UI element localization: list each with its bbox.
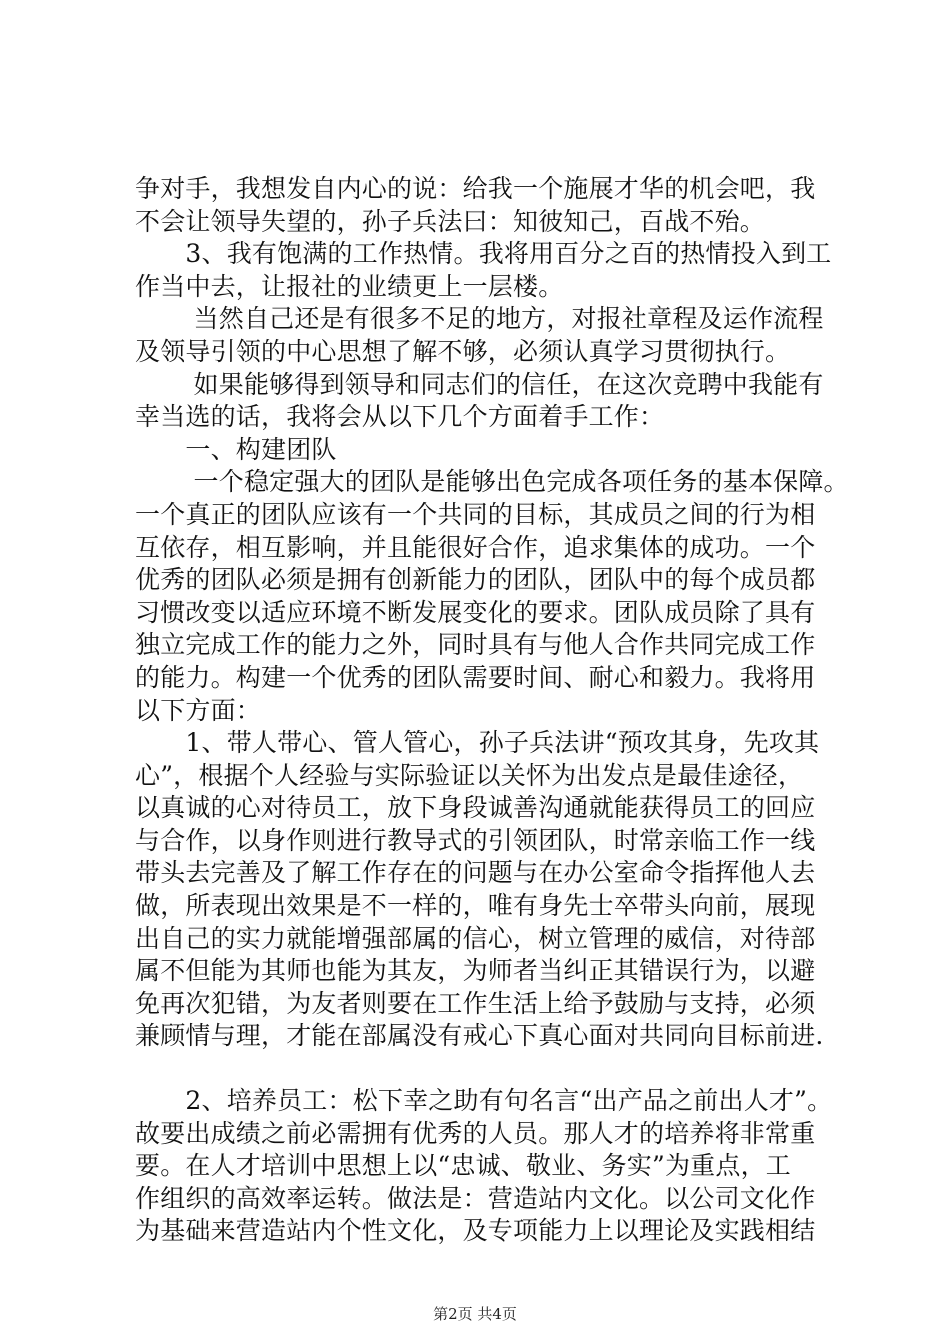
text-line: 故要出成绩之前必需拥有优秀的人员。那人才的培养将非常重 xyxy=(135,1118,816,1148)
text-line: 争对手，我想发自内心的说：给我一个施展才华的机会吧，我 xyxy=(135,174,816,203)
text-line: 当然自己还是有很多不足的地方，对报社章程及运作流程 xyxy=(135,304,824,334)
paragraph-gap xyxy=(135,1053,835,1085)
text-line: 的能力。构建一个优秀的团队需要时间、耐心和毅力。我将用 xyxy=(135,662,816,692)
text-line: 习惯改变以适应环境不断发展变化的要求。团队成员除了具有 xyxy=(135,597,816,627)
text-line: 一个稳定强大的团队是能够出色完成各项任务的基本保障。 xyxy=(135,467,849,497)
text-line: 如果能够得到领导和同志们的信任，在这次竞聘中我能有 xyxy=(135,369,824,399)
page-footer xyxy=(0,1303,950,1324)
text-line: 3、我有饱满的工作热情。我将用百分之百的热情投入到工 xyxy=(135,239,832,269)
text-line: 免再次犯错，为友者则要在工作生活上给予鼓励与支持，必须 xyxy=(135,988,816,1018)
text-line: 2、培养员工：松下幸之助有句名言“出产品之前出人才”。 xyxy=(135,1086,833,1116)
text-line: 要。在人才培训中思想上以“忠诚、敬业、务实”为重点，工 xyxy=(135,1151,791,1181)
page-number-label: 第2页 共4页 xyxy=(433,1305,517,1323)
text-line: 优秀的团队必须是拥有创新能力的团队，团队中的每个成员都 xyxy=(135,565,816,595)
text-line: 心”，根据个人经验与实际验证以关怀为出发点是最佳途径， xyxy=(135,760,804,790)
section-heading: 一、构建团队 xyxy=(135,434,337,464)
text-line: 兼顾情与理，才能在部属没有戒心下真心面对共同向目标前进. xyxy=(135,1021,824,1051)
text-line: 幸当选的话，我将会从以下几个方面着手工作： xyxy=(135,402,665,432)
text-line: 不会让领导失望的，孙子兵法曰：知彼知己，百战不殆。 xyxy=(135,206,766,236)
text-line: 及领导引领的中心思想了解不够，必须认真学习贯彻执行。 xyxy=(135,336,791,366)
text-line: 互依存，相互影响，并且能很好合作，追求集体的成功。一个 xyxy=(135,532,816,562)
text-line: 带头去完善及了解工作存在的问题与在办公室命令指挥他人去 xyxy=(135,858,816,888)
text-line: 以真诚的心对待员工，放下身段诚善沟通就能获得员工的回应 xyxy=(135,793,816,823)
text-line: 做，所表现出效果是不一样的，唯有身先士卒带头向前，展现 xyxy=(135,891,816,921)
text-line: 属不但能为其师也能为其友，为师者当纠正其错误行为，以避 xyxy=(135,956,816,986)
text-line: 与合作，以身作则进行教导式的引领团队，时常亲临工作一线 xyxy=(135,825,816,855)
text-line: 作当中去，让报社的业绩更上一层楼。 xyxy=(135,271,564,301)
text-line: 作组织的高效率运转。做法是：营造站内文化。以公司文化作 xyxy=(135,1183,816,1213)
text-line: 一个真正的团队应该有一个共同的目标，其成员之间的行为相 xyxy=(135,499,816,529)
text-line: 为基础来营造站内个性文化，及专项能力上以理论及实践相结 xyxy=(135,1216,816,1246)
text-line: 1、带人带心、管人管心，孙子兵法讲“预攻其身，先攻其 xyxy=(135,728,820,758)
document-body xyxy=(135,173,849,1248)
text-line: 独立完成工作的能力之外，同时具有与他人合作共同完成工作 xyxy=(135,630,816,660)
text-line: 出自己的实力就能增强部属的信心，树立管理的威信，对待部 xyxy=(135,923,816,953)
text-line: 以下方面： xyxy=(135,695,262,725)
